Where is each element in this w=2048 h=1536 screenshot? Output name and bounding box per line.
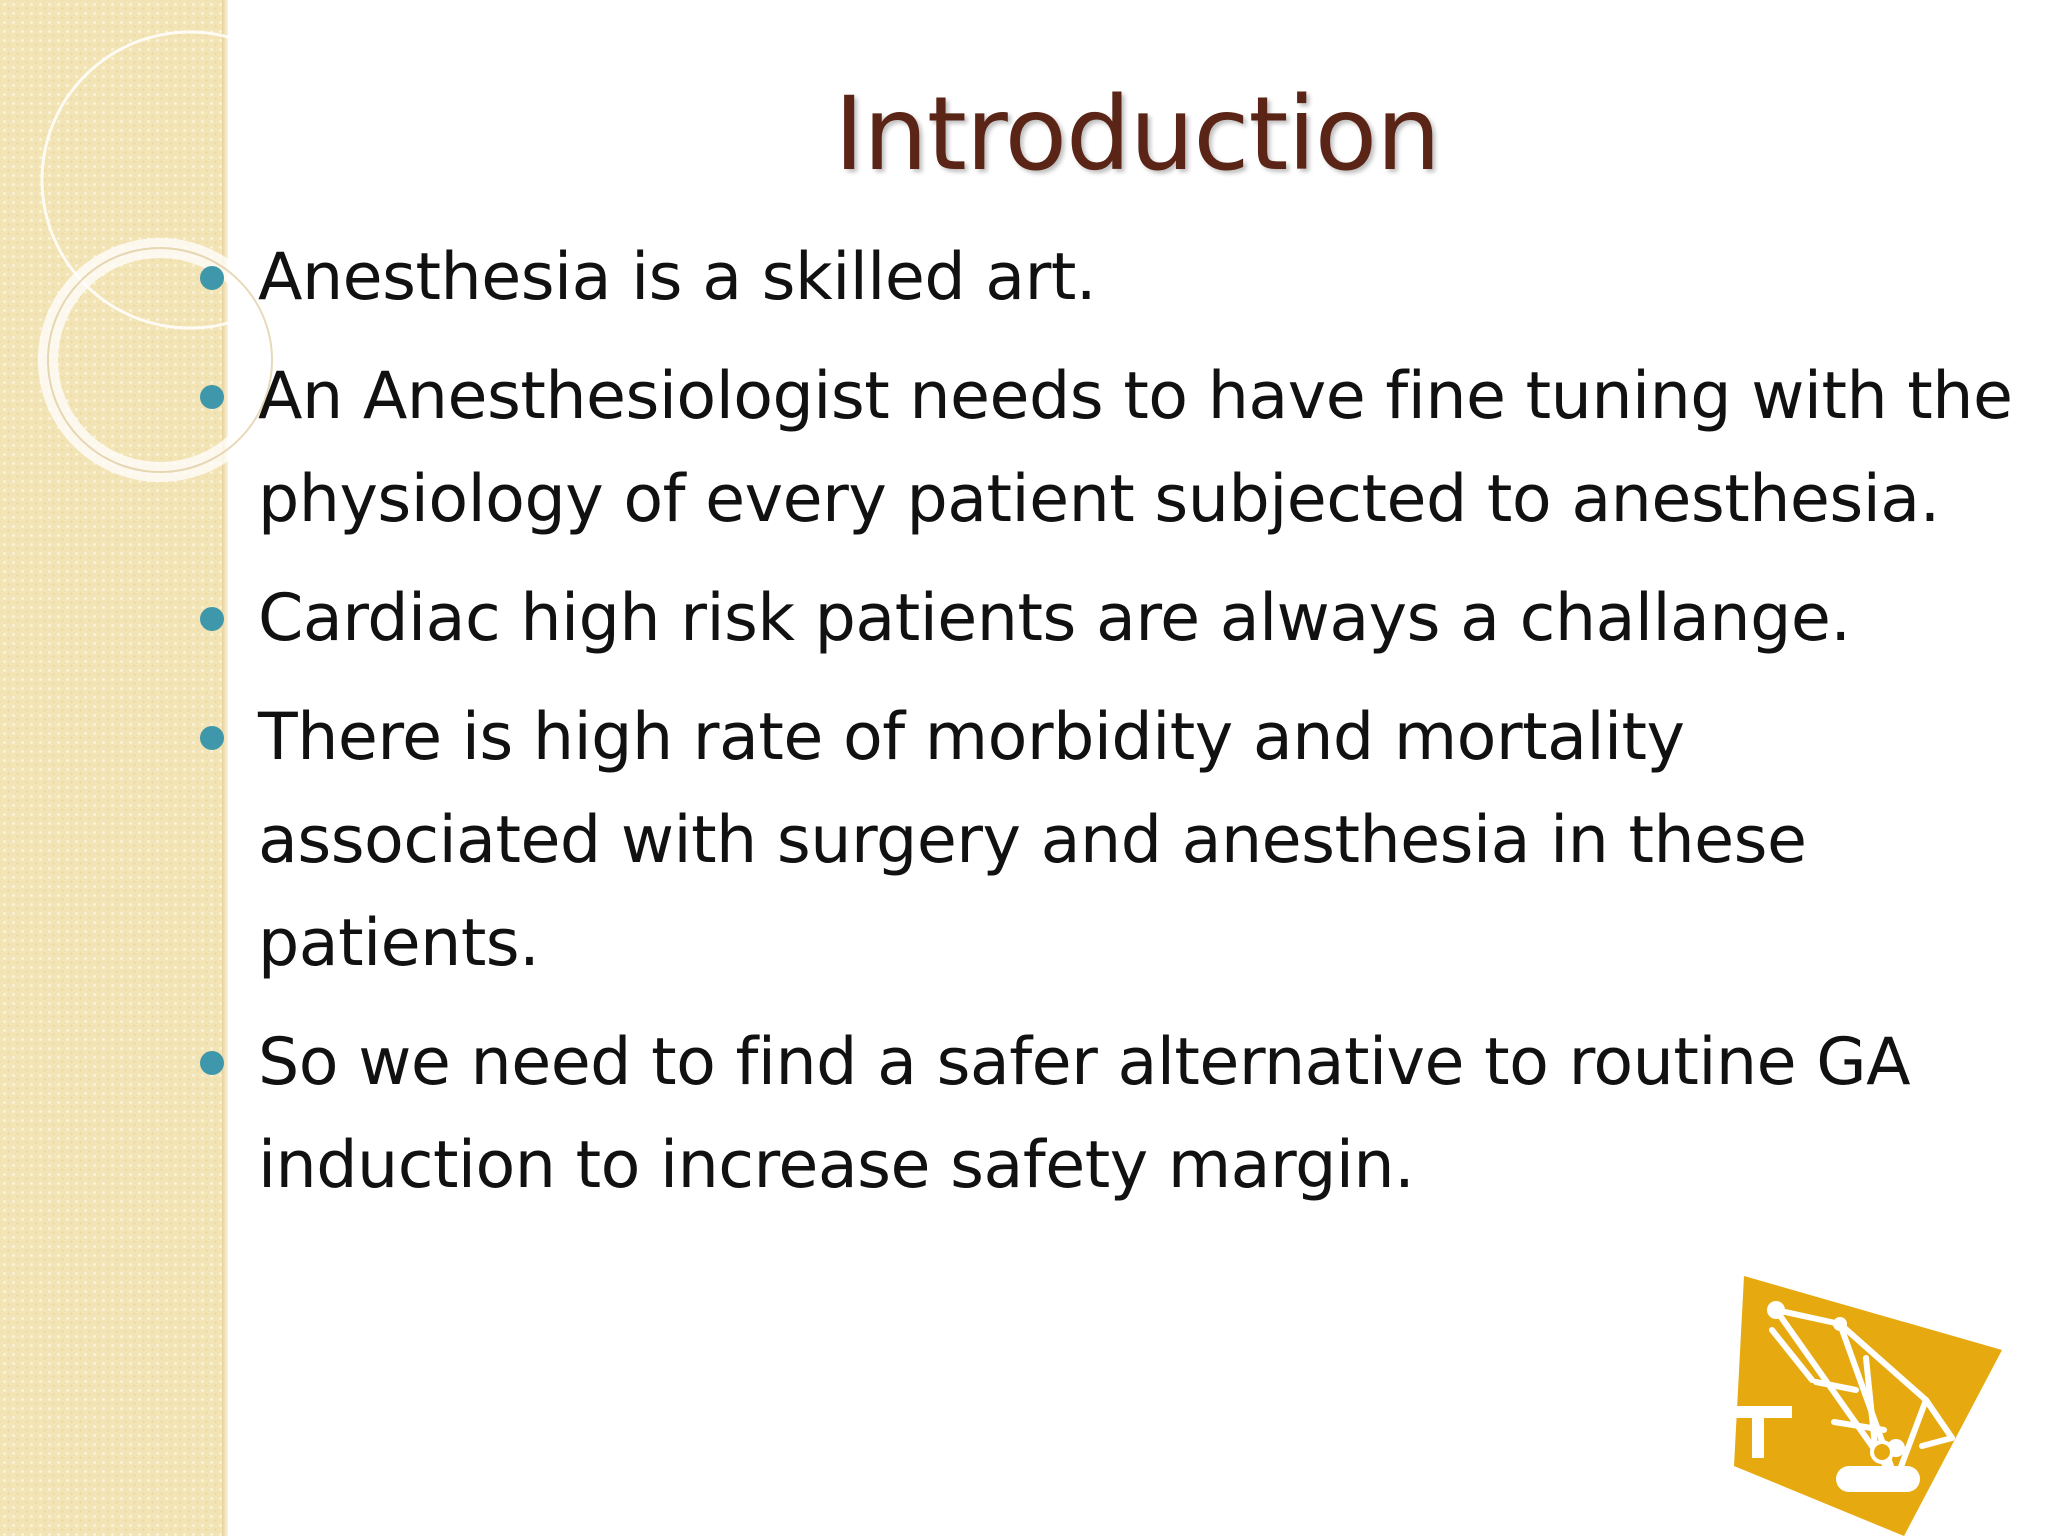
- bullet-text: So we need to find a safer alternative to routine GA induction to increase safety margin.: [258, 1025, 1911, 1203]
- bullet-item: [258, 1011, 2028, 1217]
- bullet-item: [258, 567, 2028, 670]
- bullet-item: [258, 226, 2028, 329]
- bullet-text: An Anesthesiologist needs to have fine tuning with the physiology of every patient subjected to anesthesia.: [258, 359, 2013, 537]
- bullet-dot-icon: [200, 1051, 224, 1075]
- bullet-dot-icon: [200, 726, 224, 750]
- bullet-text: Anesthesia is a skilled art.: [258, 240, 1096, 315]
- bullet-text: Cardiac high risk patients are always a challange.: [258, 581, 1851, 656]
- bullet-text: There is high rate of morbidity and mortality associated with surgery and anesthesia in these patients.: [258, 700, 1807, 981]
- bullet-item: [258, 345, 2028, 551]
- slide-title: Introduction: [834, 75, 1440, 194]
- bullet-item: [258, 686, 2028, 995]
- crane-excavator-logo-icon: [1716, 1270, 2006, 1536]
- bullet-list: [258, 226, 2028, 1233]
- bullet-dot-icon: [200, 266, 224, 290]
- bullet-dot-icon: [200, 607, 224, 631]
- bullet-dot-icon: [200, 385, 224, 409]
